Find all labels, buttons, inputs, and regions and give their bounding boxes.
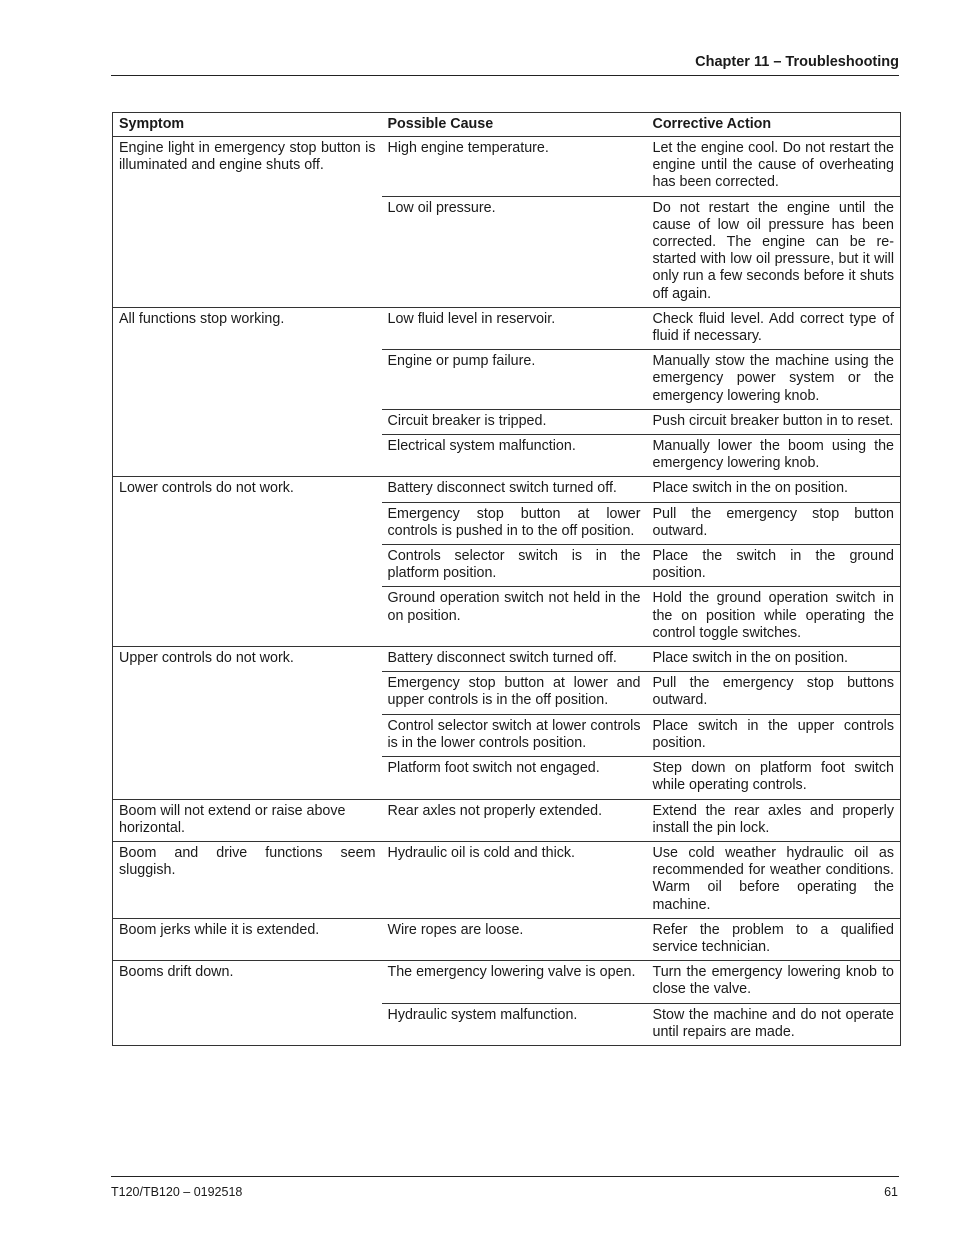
symptom-cell: Upper controls do not work. <box>113 647 382 799</box>
page-number: 61 <box>884 1185 898 1199</box>
symptom-cell: Boom and drive functions seem sluggish. <box>113 841 382 918</box>
corrective-action-cell: Place switch in the on position. <box>647 477 901 502</box>
corrective-action-cell: Push circuit breaker button in to reset. <box>647 409 901 434</box>
table-row <box>113 307 901 349</box>
possible-cause-cell: Engine or pump failure. <box>382 350 647 410</box>
possible-cause-cell: Low fluid level in reservoir. <box>382 307 647 349</box>
possible-cause-cell: Electrical system malfunction. <box>382 435 647 477</box>
table-row <box>113 137 901 197</box>
corrective-action-cell: Do not restart the engine until the cause of low oil pressure has been corrected. The engine can be restarted with low oil pressure, but it will only run a few seconds before it shuts off again. <box>647 196 901 307</box>
table-body <box>113 137 901 1046</box>
possible-cause-cell: Hydraulic system malfunction. <box>382 1003 647 1045</box>
possible-cause-cell: Platform foot switch not engaged. <box>382 757 647 799</box>
corrective-action-cell: Hold the ground operation switch in the on position while operating the control toggle switches. <box>647 587 901 647</box>
corrective-action-cell: Place switch in the on position. <box>647 647 901 672</box>
possible-cause-cell: Emergency stop button at lower and upper controls is in the off position. <box>382 672 647 714</box>
corrective-action-cell: Use cold weather hydraulic oil as recommended for weather conditions. Warm oil before operating the machine. <box>647 841 901 918</box>
table-header-row <box>113 113 901 137</box>
possible-cause-cell: Emergency stop button at lower controls is pushed in to the off position. <box>382 502 647 544</box>
corrective-action-cell: Stow the machine and do not operate until repairs are made. <box>647 1003 901 1045</box>
corrective-action-cell: Pull the emergency stop buttons outward. <box>647 672 901 714</box>
possible-cause-cell: Wire ropes are loose. <box>382 918 647 960</box>
possible-cause-cell: The emergency lowering valve is open. <box>382 961 647 1003</box>
corrective-action-cell: Extend the rear axles and properly install the pin lock. <box>647 799 901 841</box>
symptom-cell: Booms drift down. <box>113 961 382 1046</box>
table-row <box>113 918 901 960</box>
possible-cause-cell: Battery disconnect switch turned off. <box>382 477 647 502</box>
footer-rule <box>111 1176 899 1177</box>
possible-cause-cell: Circuit breaker is tripped. <box>382 409 647 434</box>
corrective-action-cell: Manually stow the machine using the emergency power system or the emergency lowering knob. <box>647 350 901 410</box>
possible-cause-cell: Low oil pressure. <box>382 196 647 307</box>
table-row <box>113 647 901 672</box>
symptom-cell: Boom jerks while it is extended. <box>113 918 382 960</box>
symptom-cell: Engine light in emergency stop button is illuminated and engine shuts off. <box>113 137 382 308</box>
corrective-action-cell: Pull the emergency stop button outward. <box>647 502 901 544</box>
corrective-action-cell: Turn the emergency lowering knob to close the valve. <box>647 961 901 1003</box>
possible-cause-cell: Hydraulic oil is cold and thick. <box>382 841 647 918</box>
possible-cause-cell: Battery disconnect switch turned off. <box>382 647 647 672</box>
table-row <box>113 961 901 1003</box>
table-row <box>113 799 901 841</box>
possible-cause-cell: Rear axles not properly extended. <box>382 799 647 841</box>
table-row <box>113 841 901 918</box>
possible-cause-cell: High engine temperature. <box>382 137 647 197</box>
corrective-action-cell: Check fluid level. Add correct type of fluid if necessary. <box>647 307 901 349</box>
possible-cause-cell: Ground operation switch not held in the on position. <box>382 587 647 647</box>
corrective-action-cell: Let the engine cool. Do not restart the engine until the cause of overheating has been corrected. <box>647 137 901 197</box>
table-row <box>113 477 901 502</box>
possible-cause-cell: Controls selector switch is in the platform position. <box>382 545 647 587</box>
corrective-action-cell: Step down on platform foot switch while operating controls. <box>647 757 901 799</box>
corrective-action-cell: Refer the problem to a qualified service technician. <box>647 918 901 960</box>
troubleshooting-table <box>112 112 901 1046</box>
column-header-corrective-action: Corrective Action <box>647 113 901 137</box>
chapter-title: Chapter 11 – Troubleshooting <box>695 54 899 70</box>
symptom-cell: All functions stop working. <box>113 307 382 477</box>
symptom-cell: Lower controls do not work. <box>113 477 382 647</box>
possible-cause-cell: Control selector switch at lower controls is in the lower controls position. <box>382 714 647 756</box>
document-id: T120/TB120 – 0192518 <box>111 1185 243 1199</box>
symptom-cell: Boom will not extend or raise above horizontal. <box>113 799 382 841</box>
column-header-possible-cause: Possible Cause <box>382 113 647 137</box>
corrective-action-cell: Manually lower the boom using the emergency lowering knob. <box>647 435 901 477</box>
corrective-action-cell: Place switch in the upper controls position. <box>647 714 901 756</box>
page-header <box>111 0 899 76</box>
column-header-symptom: Symptom <box>113 113 382 137</box>
corrective-action-cell: Place the switch in the ground position. <box>647 545 901 587</box>
